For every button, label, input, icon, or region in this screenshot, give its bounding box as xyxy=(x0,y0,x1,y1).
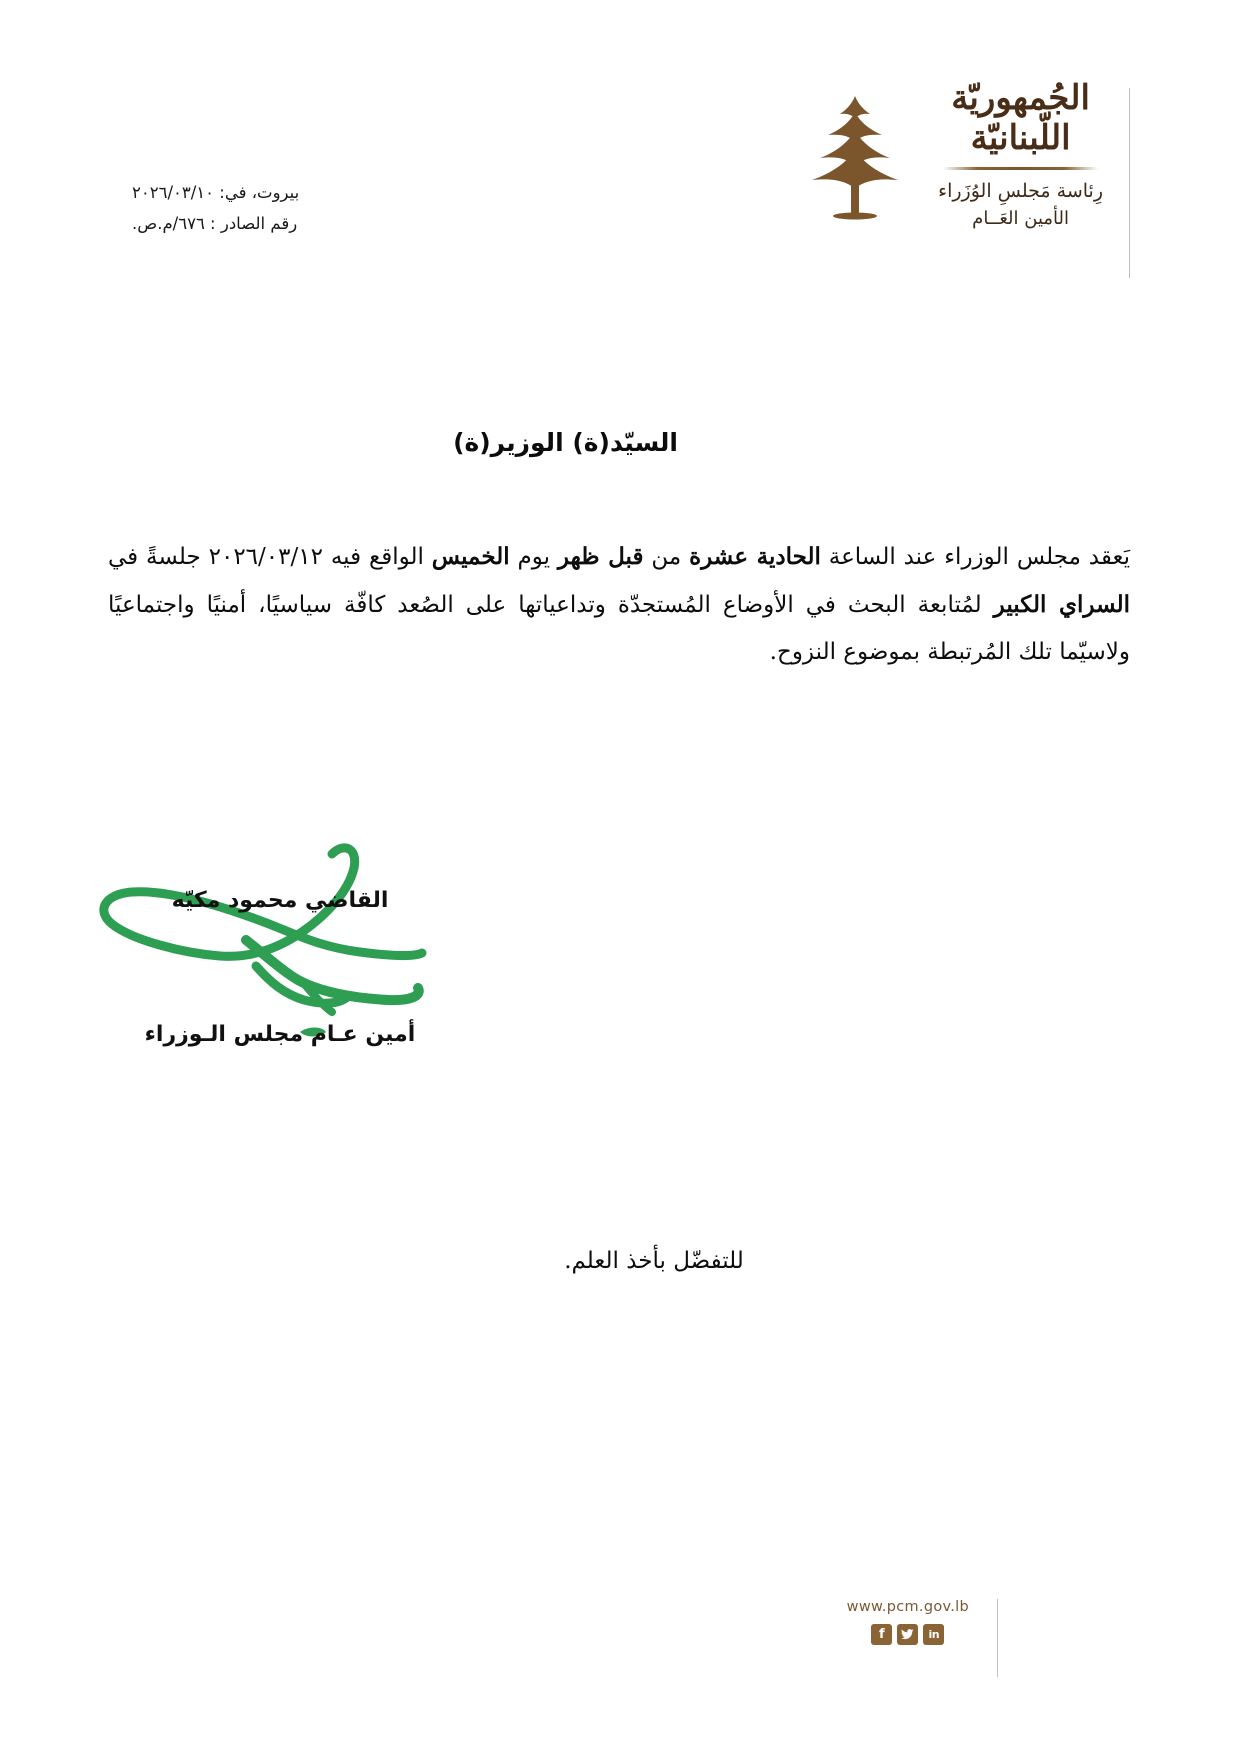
emblem-title xyxy=(951,78,1090,158)
footer-divider xyxy=(997,1599,998,1677)
letterhead-subtitle-secondary: الأمين العَــام xyxy=(972,208,1069,230)
body-emphasis: الحادية عشرة xyxy=(689,543,821,570)
reference-number-line: رقم الصادر : ٦٧٦/م.ص. xyxy=(132,213,298,233)
facebook-icon[interactable]: f xyxy=(871,1624,892,1645)
letterhead-subtitle-primary: رِئاسة مَجلسِ الوُزَراء xyxy=(938,180,1103,203)
body-text: لمُتابعة البحث في الأوضاع المُستجدّة وتداعياتها على الصُعد كافّة سياسيًا، أمنيًا واجتماعيًا ولاسيّما تلك المُرتبطة بموضوع النزوح. xyxy=(108,592,1130,666)
twitter-icon[interactable] xyxy=(897,1624,918,1645)
signatory-name: القاضي محمود مكيّه xyxy=(171,888,389,913)
body-paragraph xyxy=(108,533,1130,676)
social-links xyxy=(871,1624,944,1645)
body-emphasis: قبل ظهر xyxy=(557,543,644,570)
letterhead-divider xyxy=(1129,88,1130,278)
cedar-tree-icon xyxy=(796,92,914,225)
body-text: الواقع فيه xyxy=(322,544,432,570)
letterhead-rule xyxy=(943,167,1098,170)
emblem-title-line1: الجُمهوريّة xyxy=(951,78,1090,118)
body-text: من xyxy=(643,544,690,570)
footer xyxy=(0,1599,1238,1689)
salutation: السيّد(ة) الوزير(ة) xyxy=(453,428,678,457)
body-text: يوم xyxy=(509,544,558,570)
signatory-title: أمين عـام مجلس الـوزراء xyxy=(144,1022,416,1047)
emblem-title-line2: اللّبنانيّة xyxy=(970,118,1071,159)
letterhead-text xyxy=(938,78,1103,229)
website-url[interactable]: www.pcm.gov.lb xyxy=(846,1599,969,1615)
signature-block xyxy=(70,820,490,1090)
body-text: يَعقد مجلس الوزراء عند الساعة xyxy=(820,544,1131,570)
closing-line xyxy=(108,1248,1130,1274)
date-reference-block xyxy=(132,178,432,239)
closing-text: للتفضّل بأخذ العلم. xyxy=(564,1248,744,1274)
body-text: ٢٠٢٦/٠٣/١٢ xyxy=(208,544,323,570)
body-emphasis: الخميس xyxy=(431,543,510,570)
body-emphasis: السراي الكبير xyxy=(993,591,1131,619)
date-line: بيروت، في: ٢٠٢٦/٠٣/١٠ xyxy=(132,183,300,202)
body-text: جلسةً في xyxy=(108,544,209,570)
linkedin-icon[interactable]: in xyxy=(923,1624,944,1645)
